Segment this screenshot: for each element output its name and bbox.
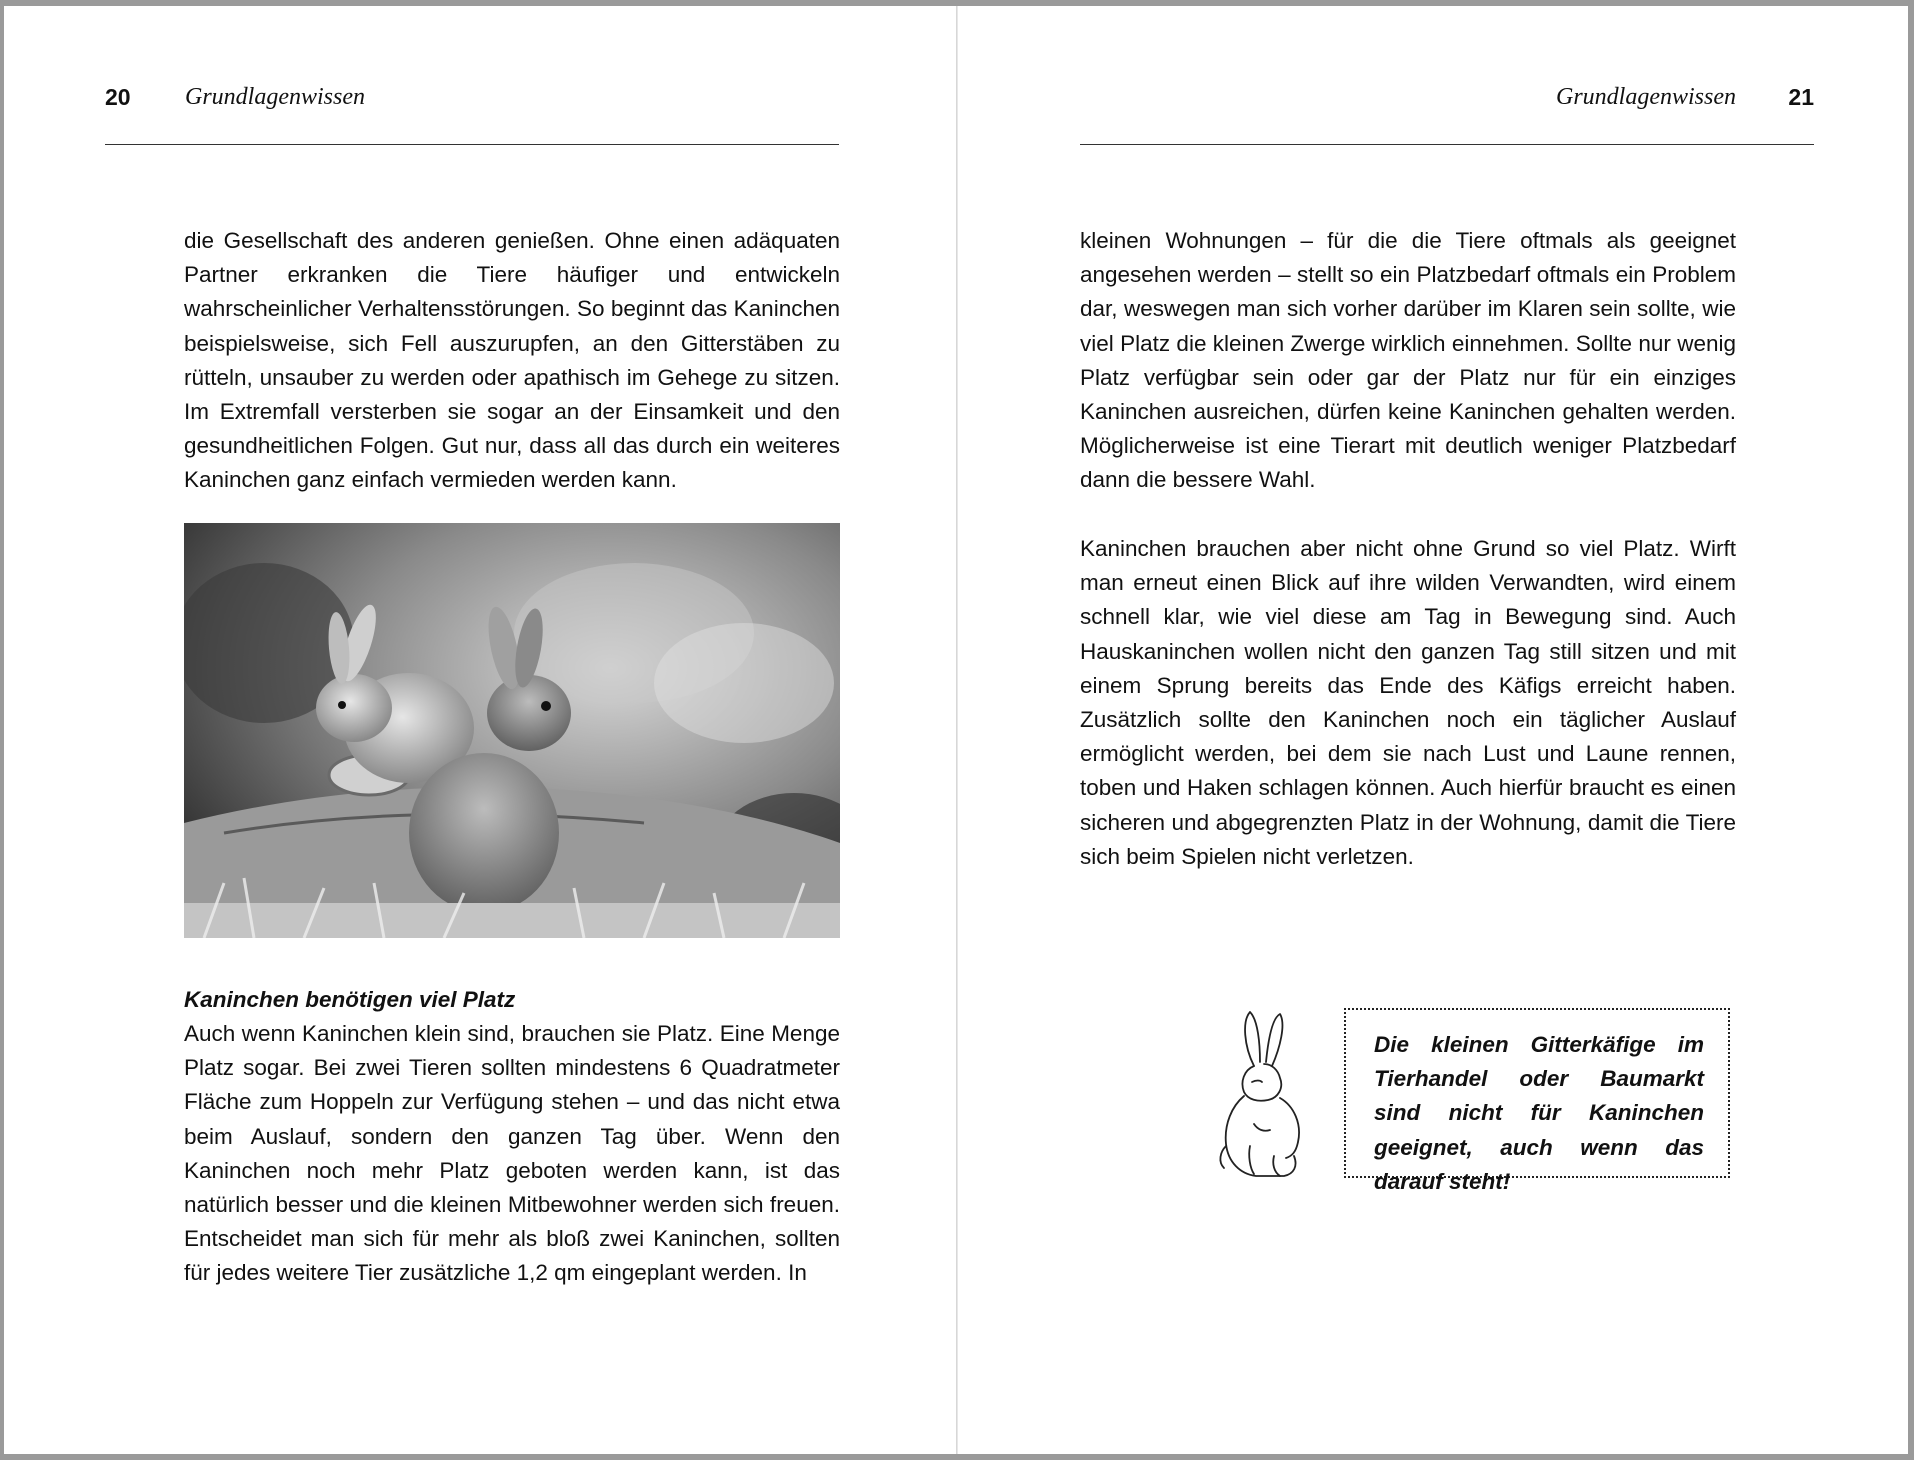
right-page-header	[1080, 84, 1814, 124]
left-paragraph-1: die Gesellschaft des anderen genießen. Ohne einen adäquaten Partner erkranken die Tiere häufiger und entwickeln wahrscheinlicher Verhaltensstörungen. So beginnt das Kaninchen beispielsweise, sich Fell auszurupfen, an den Gitterstäben zu rütteln, unsauber zu werden oder apathisch im Gehege zu sitzen. Im Extremfall versterben sie sogar an der Einsamkeit und den gesundheitlichen Folgen. Gut nur, dass all das durch ein weiteres Kaninchen ganz einfach vermieden werden kann.	[184, 228, 840, 493]
photo-illustration	[184, 523, 840, 938]
right-paragraph-2: Kaninchen brauchen aber nicht ohne Grund so viel Platz. Wirft man erneut einen Blick auf ihre wilden Verwandten, wird einem schnell klar, wie viel diese am Tag in Bewegung sind. Auch Hauskaninchen wollen nicht den ganzen Tag still sitzen und mit einem Sprung bereits das Ende des Käfigs erreicht haben. Zusätzlich sollte den Kaninchen noch ein täglicher Auslauf ermöglicht werden, bei dem sie nach Lust und Laune rennen, toben und Haken schlagen können. Auch hierfür braucht es einen sicheren und abgegrenzten Platz in der Wohnung, damit die Tiere sich beim Spielen nicht verletzen.	[1080, 536, 1736, 869]
section-subheading: Kaninchen benötigen viel Platz	[184, 987, 516, 1012]
running-head-right: Grundlagenwissen	[1556, 84, 1736, 110]
left-page	[4, 6, 956, 1454]
header-rule-left	[105, 144, 839, 145]
running-head-left: Grundlagenwissen	[185, 84, 365, 110]
rabbit-outline-icon	[1214, 1006, 1324, 1186]
book-spread	[4, 6, 1908, 1454]
two-rabbits-photo	[184, 523, 840, 938]
right-page	[958, 6, 1908, 1454]
header-rule-right	[1080, 144, 1814, 145]
tip-box	[1344, 1008, 1730, 1194]
tip-box-text: Die kleinen Gitterkäfige im Tierhandel oder Baumarkt sind nicht für Kaninchen geeignet, auch wenn das darauf steht!	[1374, 1032, 1704, 1194]
left-page-header	[105, 84, 839, 124]
page-number-right: 21	[1788, 84, 1814, 110]
left-paragraph-2: Auch wenn Kaninchen klein sind, brauchen sie Platz. Eine Menge Platz sogar. Bei zwei Tieren sollten mindestens 6 Quadratmeter Fläche zum Hoppeln zur Verfügung stehen – und das nicht etwa beim Auslauf, sondern den ganzen Tag über. Wenn den Kaninchen noch mehr Platz geboten werden kann, ist das natürlich besser und die kleinen Mitbewohner werden sich freuen. Entscheidet man sich für mehr als bloß zwei Kaninchen, sollten für jedes weitere Tier zusätzliche 1,2 qm eingeplant werden. In	[184, 1021, 840, 1286]
right-paragraph-1: kleinen Wohnungen – für die die Tiere oftmals als geeignet angesehen werden – stellt so ein Platzbedarf oftmals ein Problem dar, weswegen man sich vorher darüber im Klaren sein sollte, wie viel Platz die kleinen Zwerge wirklich einnehmen. Sollte nur wenig Platz verfügbar sein oder gar der Platz nur für ein einziges Kaninchen ausreichen, dürfen keine Kaninchen gehalten werden. Möglicherweise ist eine Tierart mit deutlich weniger Platzbedarf dann die bessere Wahl.	[1080, 228, 1736, 493]
page-number-left: 20	[105, 84, 131, 110]
